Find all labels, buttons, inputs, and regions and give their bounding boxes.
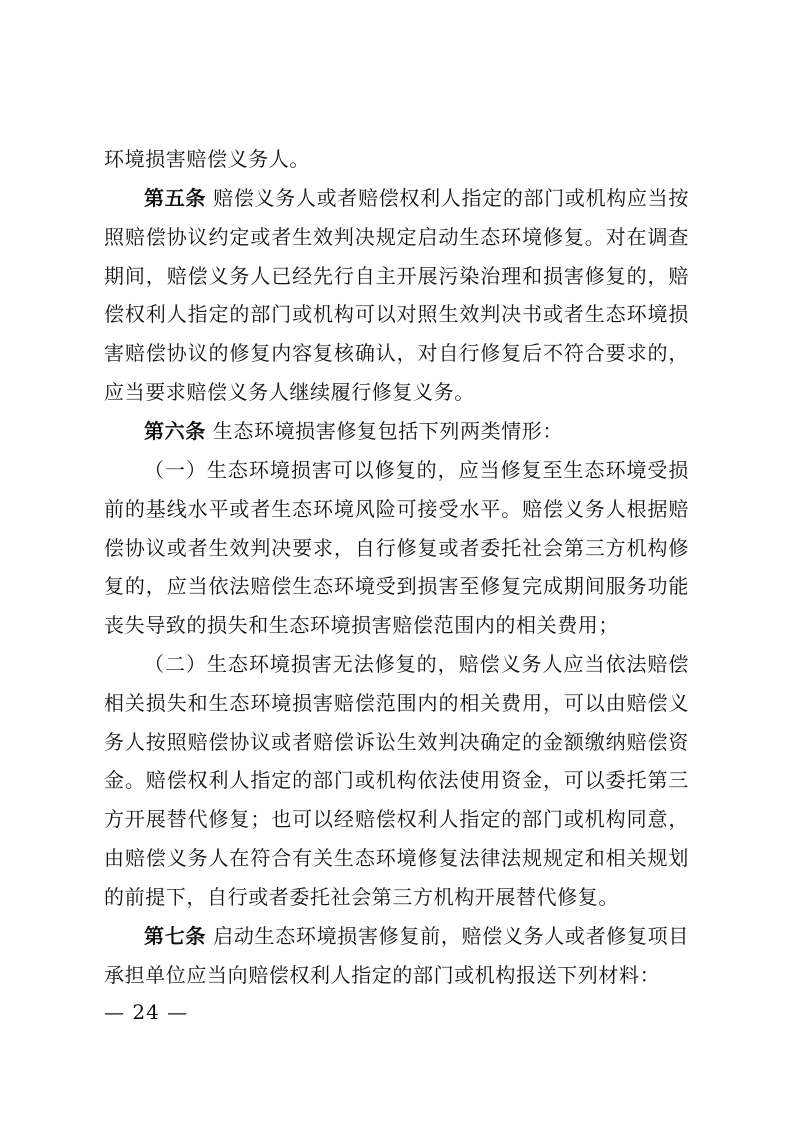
paragraph-text: 环境损害赔偿义务人。 [104,147,310,171]
article-7 [104,917,689,995]
paragraph-continuation [104,140,689,179]
article-6 [104,412,689,451]
page-number: — 24 — [104,1000,189,1024]
paragraph-text: 启动生态环境损害修复前，赔偿义务人或者修复项目承担单位应当向赔偿权利人指定的部门或机构报送下列材料： [104,924,689,987]
clause-1 [104,451,689,645]
clause-2 [104,645,689,917]
article-heading: 第七条 [144,924,207,948]
article-heading: 第六条 [144,419,206,443]
paragraph-text: 生态环境损害修复包括下列两类情形： [212,419,563,443]
article-heading: 第五条 [144,186,207,210]
paragraph-text: （二）生态环境损害无法修复的，赔偿义务人应当依法赔偿相关损失和生态环境损害赔偿范围内的相关费用，可以由赔偿义务人按照赔偿协议或者赔偿诉讼生效判决确定的金额缴纳赔偿资金。赔偿权利人指定的部门或机构依法使用资金，可以委托第三方开展替代修复；也可以经赔偿权利人指定的部门或机构同意，由赔偿义务人在符合有关生态环境修复法律法规规定和相关规划的前提下，自行或者委托社会第三方机构开展替代修复。 [104,652,689,909]
paragraph-text: （一）生态环境损害可以修复的，应当修复至生态环境受损前的基线水平或者生态环境风险可接受水平。赔偿义务人根据赔偿协议或者生效判决要求，自行修复或者委托社会第三方机构修复的，应当依法赔偿生态环境受到损害至修复完成期间服务功能丧失导致的损失和生态环境损害赔偿范围内的相关费用； [104,458,689,638]
paragraph-text: 赔偿义务人或者赔偿权利人指定的部门或机构应当按照赔偿协议约定或者生效判决规定启动生态环境修复。对在调查期间，赔偿义务人已经先行自主开展污染治理和损害修复的，赔偿权利人指定的部门或机构可以对照生效判决书或者生态环境损害赔偿协议的修复内容复核确认，对自行修复后不符合要求的，应当要求赔偿义务人继续履行修复义务。 [104,186,689,404]
article-5 [104,179,689,412]
